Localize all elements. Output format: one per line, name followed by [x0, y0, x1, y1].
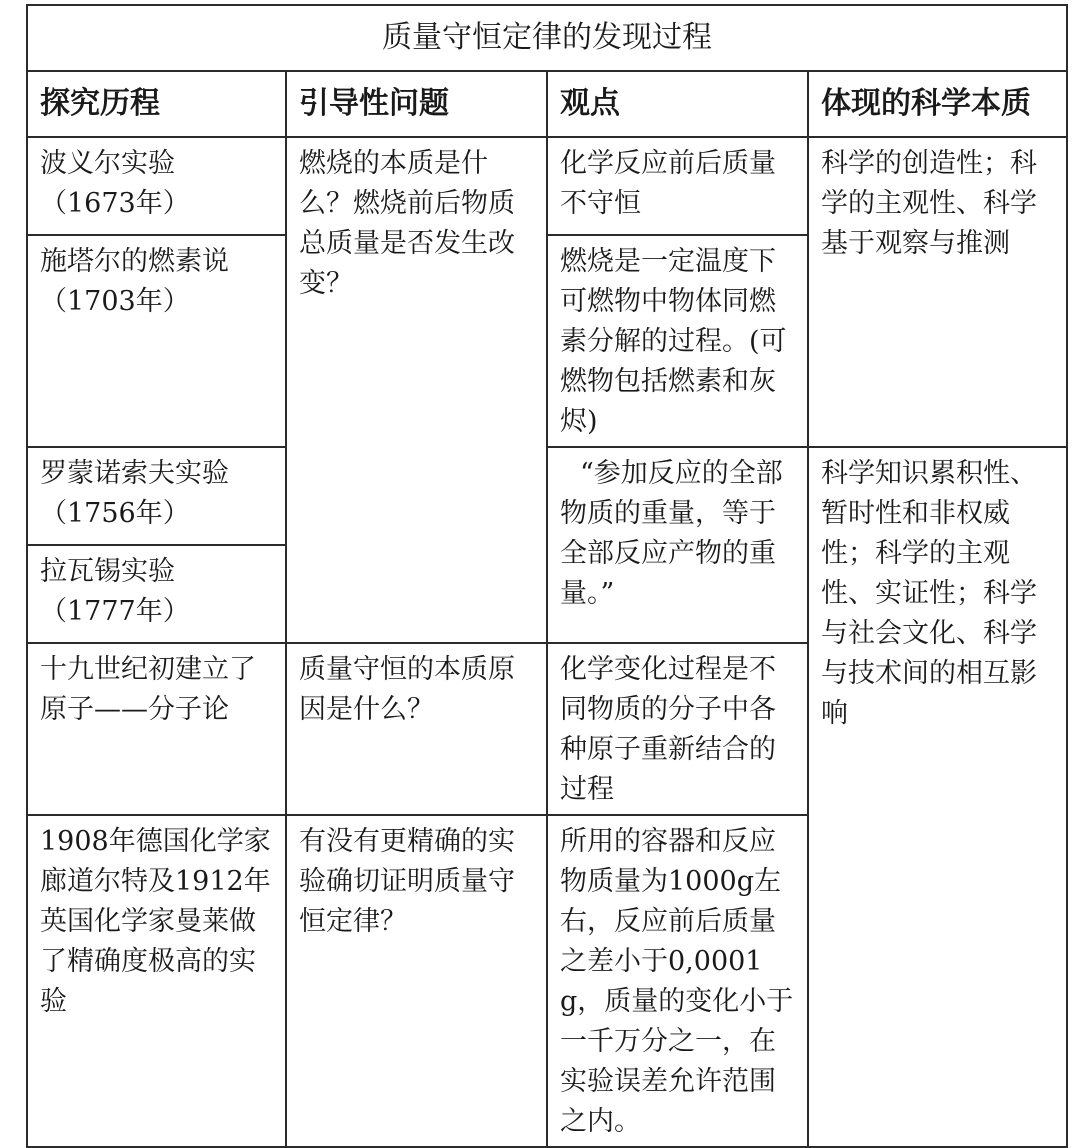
- table-title: 质量守恒定律的发现过程: [27, 5, 1067, 71]
- header-row: [27, 71, 1067, 137]
- view-quote: “参加反应的全部物质的重量，等于全部反应产物的重量。”: [560, 458, 783, 609]
- header-view: 观点: [547, 71, 808, 137]
- discovery-process-table: [26, 4, 1068, 1148]
- header-essence: 体现的科学本质: [808, 71, 1067, 137]
- history-name: 施塔尔的燃素说: [40, 246, 229, 277]
- essence-cell: 科学知识累积性、暂时性和非权威性；科学的主观性、实证性；科学与社会文化、科学与技术间的相互影响: [808, 447, 1067, 1147]
- history-name: 拉瓦锡实验: [40, 556, 175, 587]
- view-cell: 化学反应前后质量不守恒: [547, 137, 808, 235]
- history-year: （1703年）: [40, 286, 190, 317]
- history-cell: 1908年德国化学家廊道尔特及1912年英国化学家曼莱做了精确度极高的实验: [27, 815, 286, 1147]
- question-cell: 质量守恒的本质原因是什么？: [286, 643, 547, 815]
- history-cell: [27, 545, 286, 643]
- header-question: 引导性问题: [286, 71, 547, 137]
- view-cell: 所用的容器和反应物质量为1000g左右，反应前后质量之差小于0,0001g，质量的变化小于一千万分之一，在实验误差允许范围之内。: [547, 815, 808, 1147]
- view-cell: 化学变化过程是不同物质的分子中各种原子重新结合的过程: [547, 643, 808, 815]
- header-history: 探究历程: [27, 71, 286, 137]
- history-year: （1756年）: [40, 498, 190, 529]
- table-row: [27, 137, 1067, 235]
- history-cell: 十九世纪初建立了原子——分子论: [27, 643, 286, 815]
- view-cell: [547, 447, 808, 643]
- table-row: [27, 447, 1067, 545]
- essence-cell: 科学的创造性；科学的主观性、科学基于观察与推测: [808, 137, 1067, 447]
- question-cell: 有没有更精确的实验确切证明质量守恒定律？: [286, 815, 547, 1147]
- history-cell: [27, 235, 286, 447]
- history-name: 波义尔实验: [40, 148, 175, 179]
- history-year: （1777年）: [40, 596, 190, 627]
- history-year: （1673年）: [40, 188, 190, 219]
- view-cell: 燃烧是一定温度下可燃物中物体同燃素分解的过程。(可燃物包括燃素和灰烬): [547, 235, 808, 447]
- title-row: [27, 5, 1067, 71]
- history-name: 罗蒙诺索夫实验: [40, 458, 229, 489]
- history-cell: [27, 447, 286, 545]
- question-cell: 燃烧的本质是什么？燃烧前后物质总质量是否发生改变？: [286, 137, 547, 643]
- history-cell: [27, 137, 286, 235]
